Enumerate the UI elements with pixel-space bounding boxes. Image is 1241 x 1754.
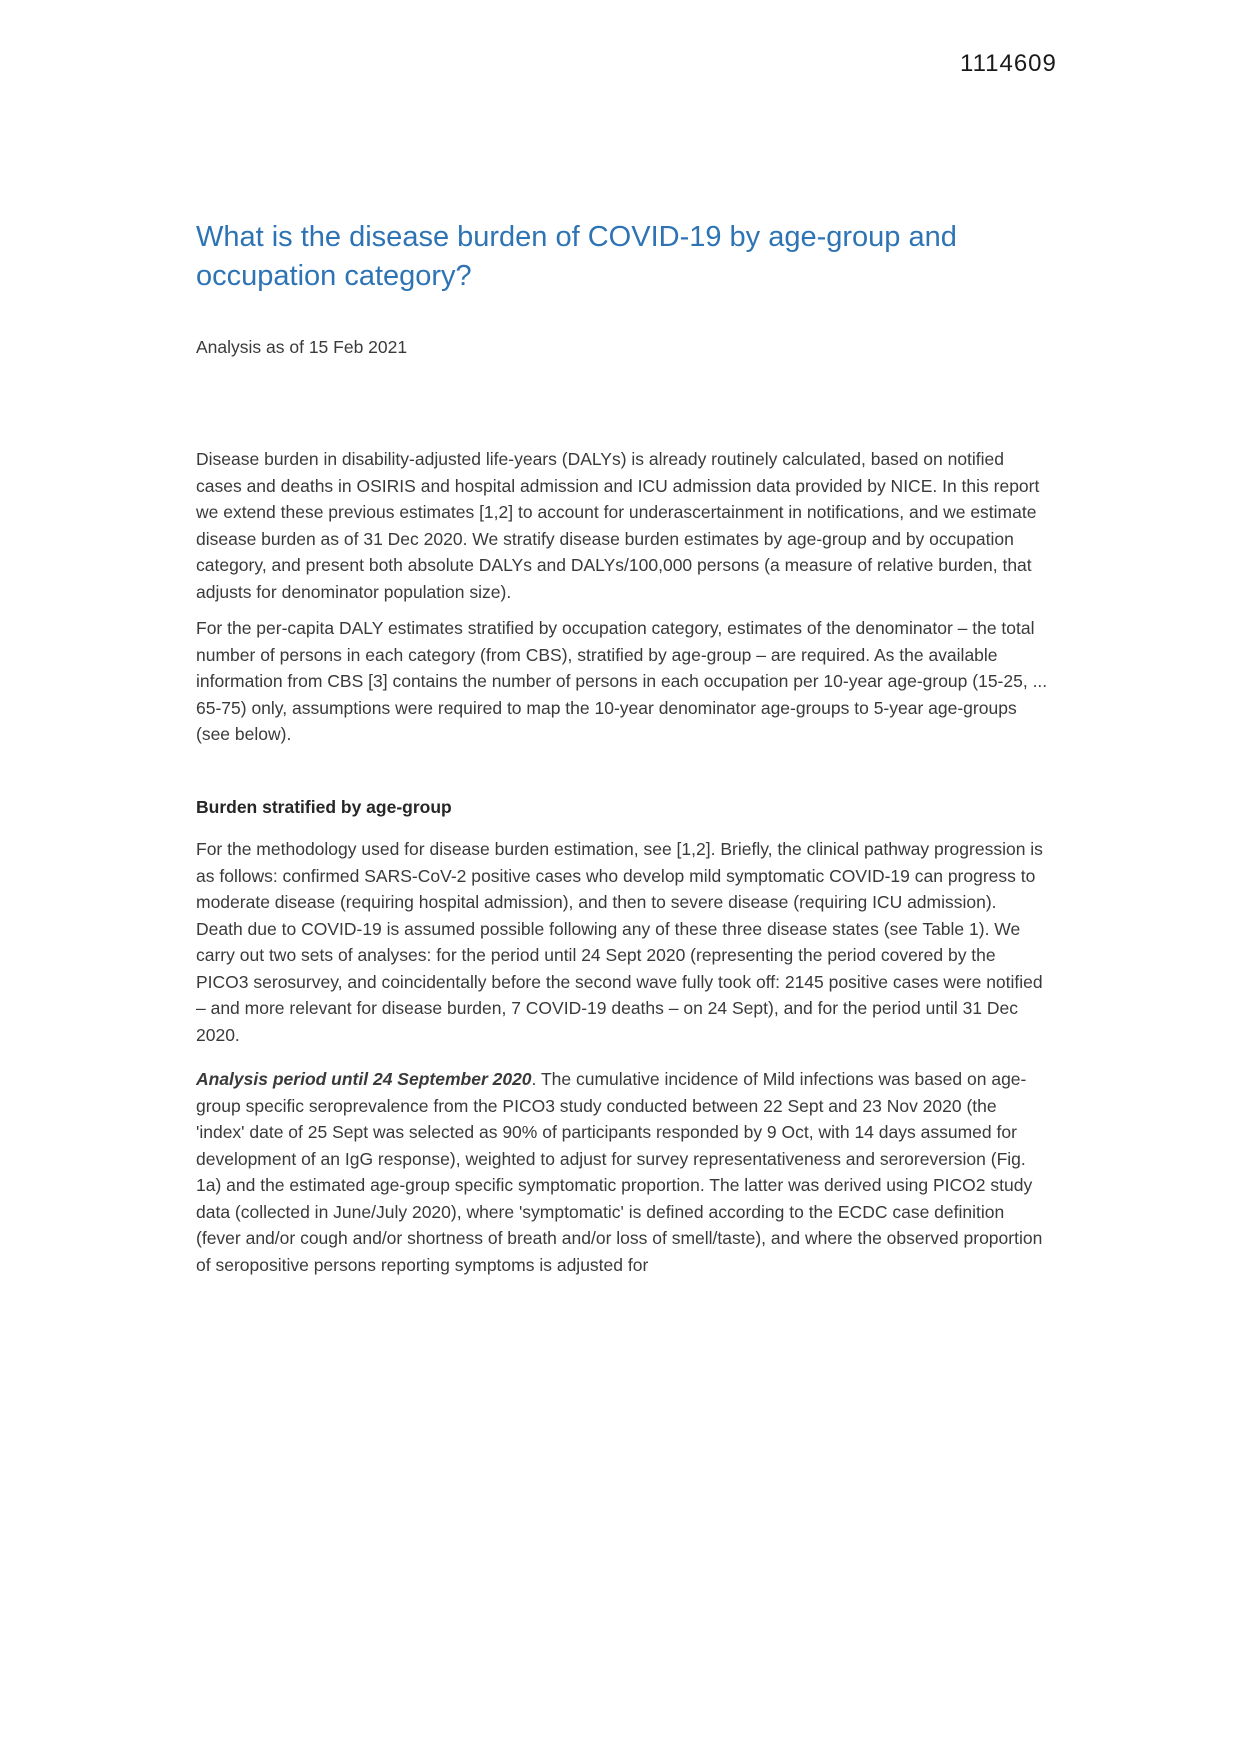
document-id: 1114609 (960, 50, 1057, 77)
intro-paragraph-2: For the per-capita DALY estimates stratified by occupation category, estimates of the denominator – the total number of persons in each category (from CBS), stratified by age-group – are required. As the available information from CBS [3] contains the number of persons in each occupation per 10-year age-group (15-25, ... 65-75) only, assumptions were required to map the 10-year denominator age-groups to 5-year age-groups (see below). (196, 618, 1048, 744)
page-title: What is the disease burden of COVID-19 by age-group and occupation category? (196, 221, 957, 292)
section-paragraph-2 (196, 1066, 1048, 1278)
section-paragraph-1: For the methodology used for disease burden estimation, see [1,2]. Briefly, the clinical pathway progression is as follows: confirmed SARS-CoV-2 positive cases who develop mild symptomatic COVID-19 can progress to moderate disease (requiring hospital admission), and then to severe disease (requiring ICU admission). Death due to COVID-19 is assumed possible following any of these three disease states (see Table 1). We carry out two sets of analyses: for the period until 24 Sept 2020 (representing the period covered by the PICO3 serosurvey, and coincidentally before the second wave fully took off: 2145 positive cases were notified – and more relevant for disease burden, 7 COVID-19 deaths – on 24 Sept), and for the period until 31 Dec 2020. (196, 839, 1043, 1045)
section-heading-burden-by-age-group: Burden stratified by age-group (196, 796, 452, 817)
analysis-period-text: . The cumulative incidence of Mild infections was based on age-group specific seroprevalence from the PICO3 study conducted between 22 Sept and 23 Nov 2020 (the 'index' date of 25 Sept was selected as 90% of participants responded by 9 Oct, with 14 days assumed for development of an IgG response), weighted to adjust for survey representativeness and seroreversion (Fig. 1a) and the estimated age-group specific symptomatic proportion. The latter was derived using PICO2 study data (collected in June/July 2020), where 'symptomatic' is defined according to the ECDC case definition (fever and/or cough and/or shortness of breath and/or loss of smell/taste), and where the observed proportion of seropositive persons reporting symptoms is adjusted for (196, 1069, 1043, 1275)
intro-paragraph-1: Disease burden in disability-adjusted life-years (DALYs) is already routinely calculated, based on notified cases and deaths in OSIRIS and hospital admission and ICU admission data provided by NICE. In this report we extend these previous estimates [1,2] to account for underascertainment in notifications, and we estimate disease burden as of 31 Dec 2020. We stratify disease burden estimates by age-group and by occupation category, and present both absolute DALYs and DALYs/100,000 persons (a measure of relative burden, that adjusts for denominator population size). (196, 449, 1040, 602)
analysis-period-lead: Analysis period until 24 September 2020 (196, 1069, 532, 1089)
analysis-date-line: Analysis as of 15 Feb 2021 (196, 337, 408, 357)
document-content (196, 0, 1048, 1278)
